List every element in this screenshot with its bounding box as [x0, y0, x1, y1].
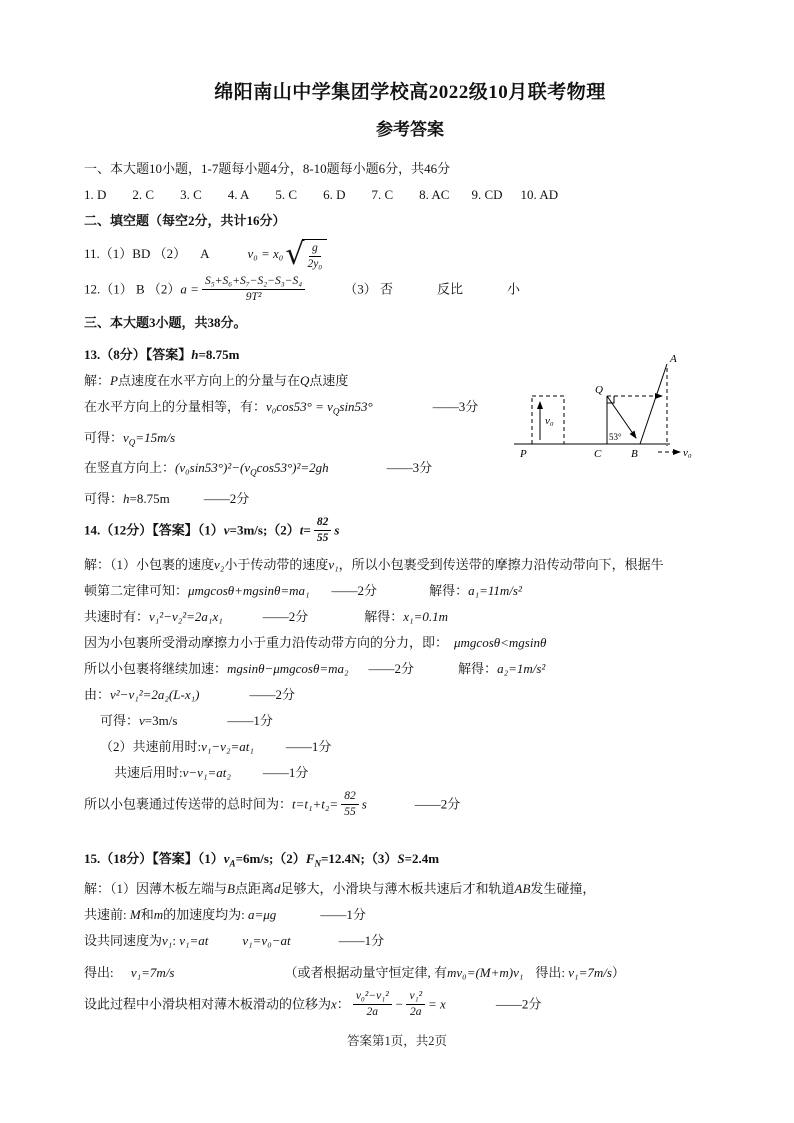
spacer [208, 944, 242, 945]
text-segment: ——1分 [320, 907, 366, 923]
text-segment: 13.（8分）【答案】 [84, 347, 192, 362]
text-segment: ，所以小包裹受到传送带的摩擦力沿传动带向下，根据牛 [338, 556, 664, 572]
spacer [377, 594, 429, 595]
math-segment: P [110, 373, 118, 388]
spacer [393, 292, 437, 293]
spacer [329, 471, 387, 472]
math-segment: x [331, 996, 337, 1012]
subscript-segment: Q [332, 406, 340, 417]
q14-step-9 [84, 760, 736, 786]
math-segment: v₁=v₀−at [242, 933, 291, 949]
q14-step-2 [84, 578, 736, 604]
math-segment: M [129, 907, 141, 923]
math-segment: m [153, 907, 164, 923]
text-segment: 15.（18分）【答案】（1） [84, 850, 224, 866]
math-segment: v [139, 712, 145, 728]
text-segment: 8. AC [419, 187, 450, 202]
section-ii-header [84, 208, 736, 234]
q13-figure [512, 346, 697, 469]
math-segment: v₁²−v₂²=2a₁x₁ [149, 608, 223, 624]
text-segment: 反比 [437, 281, 464, 297]
fraction-denominator: 2a [410, 1006, 422, 1019]
text-segment: ——1分 [285, 738, 332, 754]
math-segment: d [273, 881, 281, 897]
text-segment: ： [336, 996, 350, 1012]
math-segment: = x [428, 996, 446, 1012]
spacer [254, 750, 286, 751]
text-segment: 解： [84, 373, 111, 388]
math-segment: AB [514, 881, 531, 897]
text-segment: 点速度在水平方向上的分量与在 [117, 373, 300, 388]
text-segment: =3m/s;（2） [229, 522, 300, 538]
math-segment: Q [299, 373, 310, 388]
point-p-label: P [520, 448, 527, 460]
fraction-denominator: 9T² [245, 291, 262, 303]
radicand [302, 239, 327, 271]
spacer [249, 198, 275, 199]
square-root [285, 239, 327, 271]
spacer [308, 292, 344, 293]
math-segment: v₀cos53° = v [266, 399, 333, 414]
text-segment: 解：（1）小包裹的速度 [84, 556, 215, 572]
q15-step-5 [84, 991, 736, 1020]
fraction-denominator: 2y₀ [307, 258, 323, 270]
fraction-denominator: 55 [344, 805, 356, 818]
spacer [349, 672, 369, 673]
fraction-numerator: g [309, 242, 321, 257]
choice-answers [84, 182, 736, 208]
q14-step-3 [84, 604, 736, 630]
math-segment: mgsinθ−μmgcosθ=ma₂ [227, 660, 349, 676]
spacer [106, 198, 132, 199]
math-segment: v₀ = x₀ [247, 245, 284, 261]
spacer [446, 1008, 496, 1009]
math-segment: v [223, 850, 230, 866]
text-segment: 11.（1）BD （2） [84, 245, 187, 261]
text-segment: =8.75m [198, 347, 240, 362]
text-segment: 由： [84, 686, 111, 702]
text-segment: 9. CD [471, 187, 503, 202]
text-segment: =6m/s;（2） [235, 850, 306, 866]
text-segment: 可得： [84, 490, 124, 506]
text-segment: 设共同速度为 [84, 933, 163, 949]
math-segment: B [227, 881, 235, 897]
fraction-denominator: 2a [366, 1006, 378, 1019]
text-segment: 小 [507, 281, 521, 297]
page-footer: 答案第1页，共2页 [346, 1034, 447, 1048]
text-segment: 7. C [371, 187, 394, 202]
spacer [297, 198, 323, 199]
text-segment: 共速时有： [84, 608, 150, 624]
spacer [345, 198, 371, 199]
text-segment: ——1分 [227, 712, 273, 728]
text-segment: =12.4N;（3） [320, 850, 398, 866]
text-segment: 小于传动带的速度 [224, 556, 329, 572]
text-segment: 因为小包裹所受滑动摩擦力小于重力沿传动带方向的分力，即： [84, 634, 449, 650]
text-segment: 2. C [132, 187, 155, 202]
fraction [341, 790, 359, 819]
document-subtitle: 参考答案 [376, 120, 444, 139]
text-segment: 可得： [100, 712, 140, 728]
math-segment: h [191, 347, 199, 362]
math-segment: v₁ [328, 556, 339, 572]
q14-step-8 [84, 734, 736, 760]
fraction-numerator: v₀²−v₁² [353, 990, 392, 1005]
text-segment: ——2分 [203, 490, 250, 506]
math-segment: =15m/s [135, 429, 176, 445]
math-segment: v−v₁=at₂ [182, 764, 231, 780]
text-segment: 6. D [323, 187, 346, 202]
q14-step-1 [84, 552, 736, 578]
q15-step-3 [84, 928, 736, 954]
subscript-segment: Q [250, 467, 257, 478]
q13-figure-svg [512, 346, 697, 464]
point-b-label: B [631, 448, 638, 460]
spacer [223, 620, 263, 621]
subscript-segment: Q [128, 437, 136, 448]
text-segment: 得出: [84, 965, 117, 981]
math-segment: v₁=7m/s [130, 965, 175, 981]
math-segment: a₂=1m/s² [497, 660, 546, 676]
math-segment: cos53°)²=2gh [256, 460, 329, 476]
text-segment: 14.（12分）【答案】（1） [84, 522, 224, 538]
q15-step-2 [84, 902, 736, 928]
v0-left-label: v₀ [545, 415, 554, 427]
text-segment: 的加速度均为: [163, 907, 248, 923]
text-segment: 足够大，小滑块与薄木板共速后才和轨道 [280, 881, 515, 897]
point-c-label: C [594, 448, 602, 460]
math-segment: t=t₁+t₂= [292, 796, 339, 812]
text-segment: 可得： [84, 429, 124, 445]
q14-step-10 [84, 791, 736, 820]
subscript-segment: N [314, 858, 321, 869]
text-segment: ——2分 [414, 796, 461, 812]
math-segment: v₁=7m/s [568, 965, 612, 981]
radical-sign: √ [285, 237, 305, 272]
text-segment: 1. D [84, 187, 107, 202]
q15-step-4 [84, 960, 736, 986]
text-segment: 设此过程中小滑块相对薄木板滑动的位移为 [84, 996, 332, 1012]
text-segment: 一、本大题10小题，1-7题每小题4分，8-10题每小题6分，共46分 [84, 161, 451, 176]
text-segment: 得出: [535, 965, 569, 981]
text-segment: ——2分 [368, 660, 415, 676]
q14-step-7 [84, 708, 736, 734]
text-segment: 所以小包裹将继续加速： [84, 660, 228, 676]
q13-step-5 [84, 486, 736, 512]
text-segment: 在竖直方向上： [84, 460, 176, 476]
math-segment: v₁ [162, 933, 173, 949]
spacer [154, 198, 180, 199]
spacer [503, 198, 521, 199]
fraction-denominator: 55 [316, 531, 329, 544]
fraction-numerator: 82 [314, 516, 332, 531]
text-segment: ——1分 [262, 764, 309, 780]
math-segment: v₁−v₂=at₁ [201, 738, 254, 754]
v0-right-label: v₀ [683, 447, 692, 459]
math-segment: sin53° [339, 399, 373, 414]
spacer [209, 257, 247, 258]
math-segment: v₂ [214, 556, 225, 572]
text-segment: =8.75m [129, 490, 170, 506]
text-segment: 所以小包裹通过传送带的总时间为： [84, 796, 293, 812]
fraction-numerator: S₅+S₆+S₇−S₂−S₃−S₄ [202, 275, 305, 290]
text-segment: 4. A [227, 187, 250, 202]
text-segment: : [172, 933, 180, 949]
text-segment: 5. C [275, 187, 298, 202]
q14-step-4 [84, 630, 736, 656]
q14-step-5 [84, 656, 736, 682]
spacer [231, 776, 263, 777]
spacer [308, 620, 364, 621]
text-segment: （或者根据动量守恒定律, 有 [284, 965, 448, 981]
text-segment: ——1分 [338, 933, 385, 949]
fraction-numerator: 82 [341, 790, 359, 805]
text-segment: 三、本大题3小题，共38分。 [84, 315, 247, 330]
spacer [186, 257, 200, 258]
text-segment: A [200, 245, 210, 261]
spacer [202, 198, 228, 199]
math-segment: a = [180, 281, 199, 297]
text-segment: ——3分 [386, 460, 433, 476]
math-segment: S [397, 850, 405, 866]
text-segment: =2.4m [404, 850, 440, 866]
math-segment: t= [299, 522, 311, 538]
text-segment: =3m/s [144, 712, 178, 728]
math-segment: h [123, 490, 130, 506]
text-segment: 解得： [364, 608, 404, 624]
fraction [307, 242, 322, 271]
text-segment: 二、填空题（每空2分，共计16分） [84, 213, 286, 228]
text-segment: 顿第二定律可知： [84, 582, 189, 598]
spacer [463, 292, 507, 293]
spacer [523, 976, 535, 977]
spacer [170, 502, 204, 503]
text-segment: 点速度 [309, 373, 349, 388]
fraction-numerator: v₁² [406, 990, 425, 1005]
math-segment: μmgcosθ<mgsinθ [454, 634, 547, 650]
spacer [291, 944, 339, 945]
fraction [353, 990, 392, 1019]
text-segment: ——2分 [249, 686, 295, 702]
text-segment: 解：（1）因薄木板左端与 [84, 881, 228, 897]
math-segment: s [334, 522, 340, 538]
spacer [449, 198, 471, 199]
text-segment: 发生碰撞， [530, 881, 596, 897]
math-segment: v²−v₁²=2a₂(L-x₁) [110, 686, 200, 702]
text-segment: ——2分 [262, 608, 309, 624]
text-segment: （2）共速前用时: [100, 738, 202, 754]
fraction [406, 990, 425, 1019]
point-q-label: Q [595, 384, 603, 396]
q11-answers [84, 239, 736, 271]
spacer [393, 198, 419, 199]
spacer [177, 724, 227, 725]
section-i-header [84, 156, 736, 182]
spacer [175, 976, 285, 977]
math-segment: − [394, 996, 404, 1012]
text-segment: 解得： [458, 660, 498, 676]
text-segment: ——2分 [495, 996, 542, 1012]
math-segment: x₁=0.1m [403, 608, 448, 624]
spacer [367, 807, 415, 808]
fraction [202, 275, 305, 304]
math-segment: v [223, 522, 230, 538]
text-segment: （3） 否 [344, 281, 394, 297]
spacer [117, 976, 131, 977]
math-segment: F [305, 850, 315, 866]
text-segment: 3. C [180, 187, 202, 202]
text-segment: 共速后用时: [114, 764, 183, 780]
q15-answer-line [84, 846, 736, 877]
text-segment: 在水平方向上的分量相等，有： [84, 399, 267, 414]
text-segment: 解得： [429, 582, 469, 598]
math-segment: a₁=11m/s² [468, 582, 522, 598]
text-segment: 和 [140, 907, 154, 923]
spacer [276, 918, 320, 919]
point-a-label: A [670, 353, 677, 365]
subscript-segment: A [229, 858, 236, 869]
content-lines [84, 156, 736, 1020]
text-segment: 共速前: [84, 907, 130, 923]
math-segment: μmgcosθ+mgsinθ=ma₁ [188, 582, 310, 598]
text-segment: ——2分 [331, 582, 378, 598]
spacer [199, 698, 249, 699]
spacer [373, 410, 433, 411]
text-segment: 点距离 [234, 881, 274, 897]
document-title: 绵阳南山中学集团学校高2022级10月联考物理 [214, 82, 606, 103]
spacer [414, 672, 458, 673]
section-iii-header [84, 310, 736, 336]
math-segment: v [123, 429, 129, 445]
incline-ab-line [640, 364, 667, 444]
q12-answers [84, 276, 736, 305]
spacer [310, 594, 332, 595]
math-segment: v₁=at [179, 933, 209, 949]
math-segment: a=μg [248, 907, 277, 923]
text-segment: 10. AD [520, 187, 559, 202]
fraction [314, 516, 332, 545]
math-segment: (v₀sin53°)²−(v [175, 460, 251, 476]
math-segment: s [361, 796, 367, 812]
angle-53-label: 53° [609, 432, 622, 442]
text-segment: 12.（1） B （2） [84, 281, 181, 297]
math-segment: mv₀=(M+m)v₁ [447, 965, 524, 981]
text-segment: ） [611, 965, 625, 981]
q15-step-1 [84, 876, 736, 902]
q14-step-6 [84, 682, 736, 708]
q14-answer-line [84, 517, 736, 546]
text-segment: ——3分 [432, 399, 479, 414]
